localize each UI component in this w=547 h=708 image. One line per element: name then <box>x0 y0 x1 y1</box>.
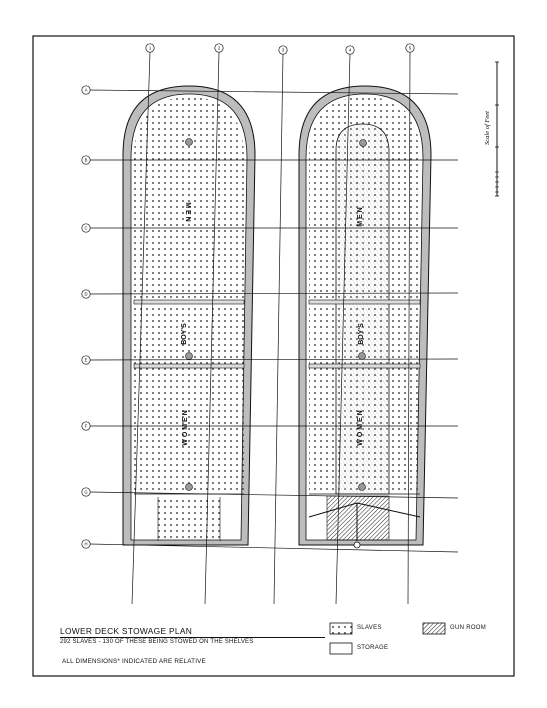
legend-swatch-gun-room <box>423 623 445 634</box>
row-marker-D-label: D <box>84 291 88 297</box>
plan-subtitle: 292 SLAVES - 130 OF THESE BEING STOWED ON THE SHELVES <box>60 639 254 645</box>
left-slave-area <box>134 97 244 494</box>
left-shelf-band-1 <box>134 300 244 304</box>
right-gun-room <box>327 496 389 540</box>
left-mast-main <box>186 353 193 360</box>
row-marker-F-label: F <box>84 423 88 429</box>
legend-label-storage: STORAGE <box>357 645 389 651</box>
sheet-border <box>33 36 514 676</box>
left-deck <box>123 86 255 545</box>
left-label-men: M E N <box>184 202 191 222</box>
plan-note: ALL DIMENSIONS* INDICATED ARE RELATIVE <box>62 658 206 665</box>
row-marker-C-label: C <box>84 225 88 231</box>
scale-of-feet <box>484 62 499 196</box>
column-marker-5-label: 5 <box>408 45 412 51</box>
grid-column-markers <box>146 44 414 54</box>
title-block <box>60 626 325 645</box>
right-mast-mizzen <box>359 484 366 491</box>
right-label-women: W O M E N <box>357 410 364 446</box>
right-shelf-band-2 <box>309 364 420 368</box>
right-mast-fore <box>360 140 367 147</box>
right-deck <box>299 86 431 548</box>
legend-label-gun-room: GUN ROOM <box>450 625 487 631</box>
legend-swatch-storage <box>330 643 352 654</box>
right-label-boys: BOY'S <box>358 323 365 345</box>
legend-swatch-slaves <box>330 623 352 634</box>
grid-row-markers <box>82 86 90 548</box>
row-marker-G-label: G <box>84 489 88 495</box>
legend-label-slaves: SLAVES <box>357 625 382 631</box>
right-label-men: M E N <box>357 207 364 227</box>
left-storage-area <box>158 499 220 541</box>
row-marker-A-label: A <box>84 87 88 93</box>
plan-title: LOWER DECK STOWAGE PLAN <box>60 626 325 638</box>
column-marker-3-label: 3 <box>281 47 285 53</box>
column-marker-1-label: 1 <box>148 45 152 51</box>
right-mast-main <box>359 353 366 360</box>
left-mast-fore <box>186 139 193 146</box>
right-shelf-band-1 <box>309 300 420 304</box>
column-marker-4-label: 4 <box>348 47 352 53</box>
grid-row-line-A <box>90 90 458 94</box>
right-rudder-post <box>354 542 360 548</box>
left-mast-mizzen <box>186 484 193 491</box>
scale-label: Scale of Feet <box>484 111 491 145</box>
row-marker-E-label: E <box>84 357 88 363</box>
left-label-women: W O M E N <box>182 410 189 446</box>
left-shelf-band-2 <box>134 364 244 368</box>
grid-column-line-3 <box>274 54 283 604</box>
column-marker-2-label: 2 <box>217 45 221 51</box>
left-label-boys: BOY'S <box>181 323 188 345</box>
row-marker-B-label: B <box>84 157 88 163</box>
row-marker-H-label: H <box>84 541 88 547</box>
